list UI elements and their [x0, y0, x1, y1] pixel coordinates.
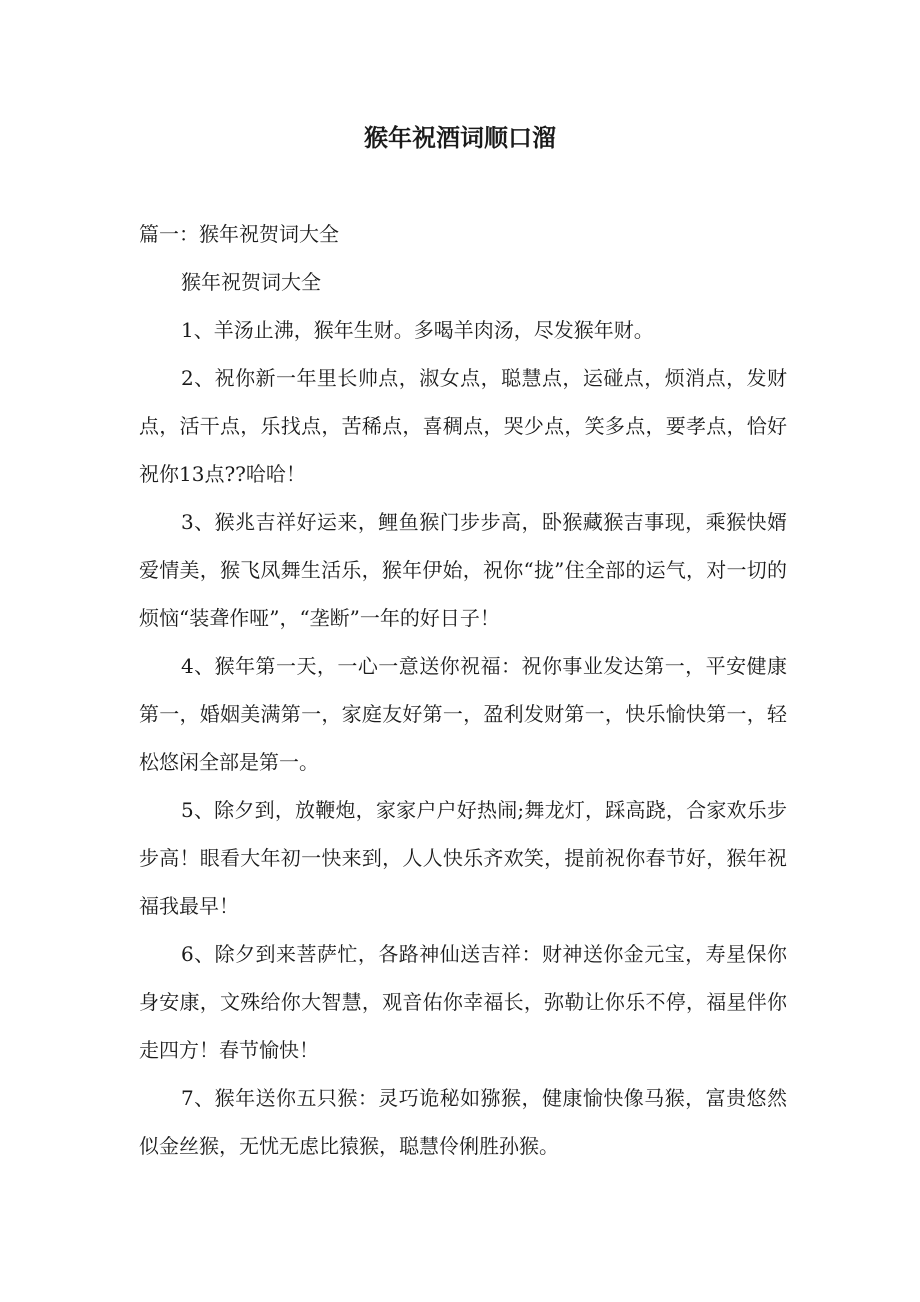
subheading: 猴年祝贺词大全 — [181, 270, 321, 294]
paragraph-7: 7、猴年送你五只猴：灵巧诡秘如猕猴，健康愉快像马猴，富贵悠然似金丝猴，无忧无虑比猿猴，聪慧伶俐胜孙猴。 — [139, 1086, 787, 1158]
paragraph-3: 3、猴兆吉祥好运来，鲤鱼猴门步步高，卧猴藏猴吉事现，乘猴快婿爱情美，猴飞凤舞生活乐，猴年伊始，祝你“拢”住全部的运气，对一切的烦恼“装聋作哑”，“垄断”一年的好日子！ — [139, 510, 787, 630]
paragraph-5: 5、除夕到，放鞭炮，家家户户好热闹;舞龙灯，踩高跷，合家欢乐步步高！眼看大年初一快来到，人人快乐齐欢笑，提前祝你春节好，猴年祝福我最早！ — [139, 798, 787, 918]
paragraph-1: 1、羊汤止沸，猴年生财。多喝羊肉汤，尽发猴年财。 — [181, 318, 654, 342]
paragraph-6: 6、除夕到来菩萨忙，各路神仙送吉祥：财神送你金元宝，寿星保你身安康，文殊给你大智慧，观音佑你幸福长，弥勒让你乐不停，福星伴你走四方！春节愉快！ — [139, 942, 787, 1062]
document-body — [139, 210, 787, 1170]
paragraph-4: 4、猴年第一天，一心一意送你祝福：祝你事业发达第一，平安健康第一，婚姻美满第一，家庭友好第一，盈利发财第一，快乐愉快第一，轻松悠闲全部是第一。 — [139, 654, 787, 774]
paragraph-2: 2、祝你新一年里长帅点，淑女点，聪慧点，运碰点，烦消点，发财点，活干点，乐找点，苦稀点，喜稠点，哭少点，笑多点，要孝点，恰好祝你13点??哈哈！ — [139, 366, 787, 486]
section-heading: 篇一：猴年祝贺词大全 — [139, 222, 339, 246]
document-title: 猴年祝酒词顺口溜 — [364, 124, 556, 152]
